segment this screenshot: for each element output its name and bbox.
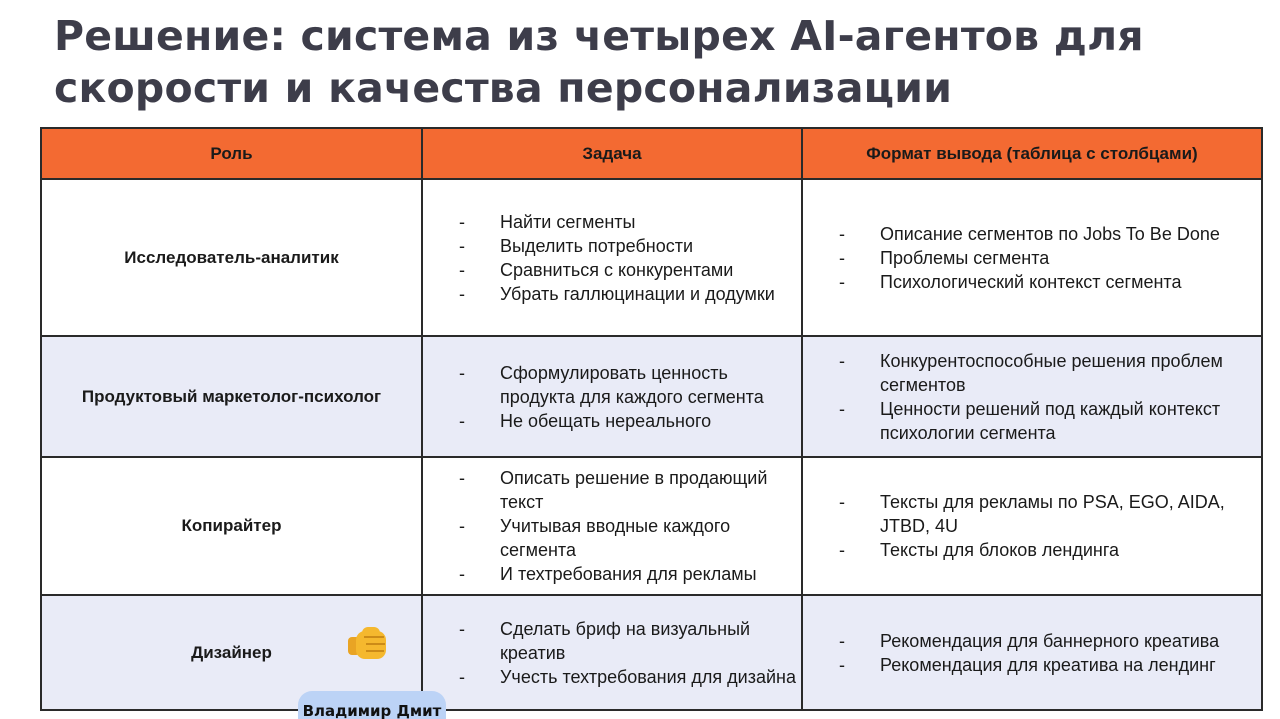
list-item: - Описание сегментов по Jobs To Be Done <box>839 222 1257 246</box>
role-cell: Исследователь-аналитик <box>41 179 422 336</box>
header-output-format: Формат вывода (таблица с столбцами) <box>802 128 1262 179</box>
speaker-name-badge: Владимир Дмит <box>298 691 446 719</box>
task-cell <box>422 595 802 710</box>
list-item: - Найти сегменты <box>459 210 797 234</box>
list-item: - Конкурентоспособные решения проблем сегментов <box>839 349 1257 397</box>
table-row <box>41 457 1262 595</box>
output-list <box>807 349 1257 445</box>
table-row <box>41 336 1262 457</box>
header-task: Задача <box>422 128 802 179</box>
output-list <box>807 490 1257 562</box>
output-list <box>807 629 1257 677</box>
list-item: - Рекомендация для баннерного креатива <box>839 629 1257 653</box>
task-list <box>427 210 797 306</box>
output-cell <box>802 336 1262 457</box>
task-list <box>427 617 797 689</box>
list-item: - Рекомендация для креатива на лендинг <box>839 653 1257 677</box>
task-cell <box>422 179 802 336</box>
list-item: - Учесть техтребования для дизайна <box>459 665 797 689</box>
task-cell <box>422 457 802 595</box>
task-list <box>427 466 797 586</box>
table-header-row <box>41 128 1262 179</box>
list-item: - Не обещать нереального <box>459 409 797 433</box>
task-list <box>427 361 797 433</box>
role-cell: Продуктовый маркетолог-психолог <box>41 336 422 457</box>
list-item: - Сделать бриф на визуальный креатив <box>459 617 797 665</box>
output-cell <box>802 595 1262 710</box>
list-item: - Ценности решений под каждый контекст психологии сегмента <box>839 397 1257 445</box>
list-item: - Проблемы сегмента <box>839 246 1257 270</box>
task-cell <box>422 336 802 457</box>
roles-table <box>40 127 1263 711</box>
output-cell <box>802 457 1262 595</box>
list-item: - Тексты для рекламы по PSA, EGO, AIDA, JTBD, 4U <box>839 490 1257 538</box>
slide-title: Решение: система из четырех AI-агентов для скорости и качества персонализации <box>54 12 1144 112</box>
list-item: - Выделить потребности <box>459 234 797 258</box>
fist-bump-emoji <box>346 625 392 665</box>
list-item: - И техтребования для рекламы <box>459 562 797 586</box>
list-item: - Психологический контекст сегмента <box>839 270 1257 294</box>
list-item: - Сравниться с конкурентами <box>459 258 797 282</box>
table-row <box>41 179 1262 336</box>
role-cell: Копирайтер <box>41 457 422 595</box>
list-item: - Учитывая вводные каждого сегмента <box>459 514 797 562</box>
list-item: - Сформулировать ценность продукта для каждого сегмента <box>459 361 797 409</box>
output-cell <box>802 179 1262 336</box>
list-item: - Тексты для блоков лендинга <box>839 538 1257 562</box>
output-list <box>807 222 1257 294</box>
role-cell: Дизайнер <box>41 595 422 710</box>
header-role: Роль <box>41 128 422 179</box>
list-item: - Убрать галлюцинации и додумки <box>459 282 797 306</box>
table-row <box>41 595 1262 710</box>
list-item: - Описать решение в продающий текст <box>459 466 797 514</box>
